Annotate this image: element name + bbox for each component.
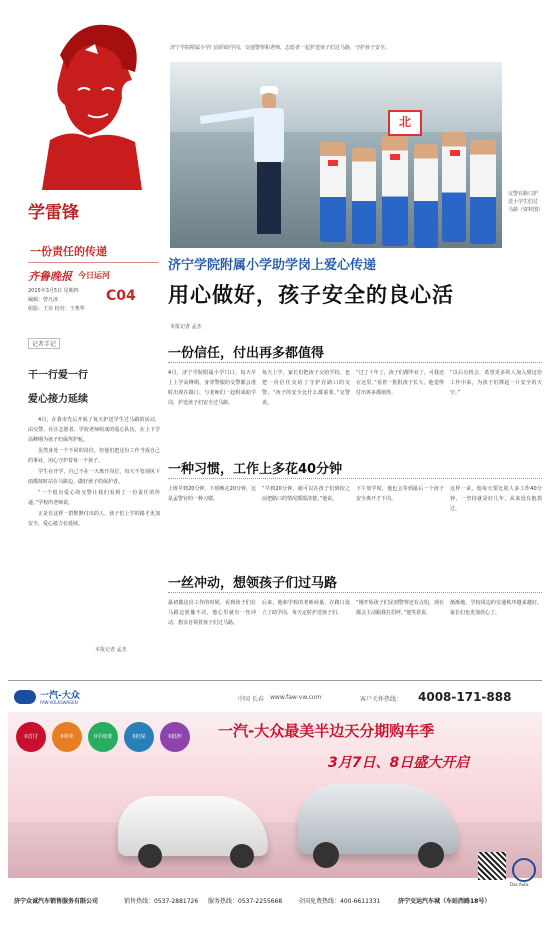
photo-caption-top: 济宁学院附属小学门前的助学岗，交通警察和老师、志愿者一起护送孩子们过马路，守护孩子安全。 <box>170 45 391 51</box>
notes-paragraph: 虽然身处一个不同的岗位，但他们把这份工作当成自己的事业，用心守护着每一个孩子。 <box>28 448 160 464</box>
headline-main: 用心做好，孩子安全的良心活 <box>168 283 454 307</box>
section-heading: 一丝冲动，想领孩子们过马路 <box>168 576 338 591</box>
ad-slogan: 一汽-大众最美半边天分期购车季 <box>218 722 435 740</box>
badge-list <box>16 722 196 762</box>
ad-dates: 3月7日、8日盛大开启 <box>328 755 470 771</box>
badge-label: 0担保 <box>132 734 146 740</box>
badge-label: 0手续费 <box>93 734 113 740</box>
section-column: 这样一来，他每天要比别人多工作40分钟，一坚持就是好几年，从来没有抱怨过。 <box>450 486 542 512</box>
main-photo <box>170 62 502 248</box>
badge-label: 0抵押 <box>168 734 182 740</box>
badge-item <box>88 722 118 752</box>
photo-caption-side: 交警在路口护送小学生们过马路（资料图） <box>508 191 544 213</box>
footer-national: 全国免费热线：400-6611331 <box>298 898 381 905</box>
headline-byline: 本报记者 孟杰 <box>170 324 202 330</box>
notes-byline: 本报记者 孟杰 <box>95 647 127 653</box>
page-number: C04 <box>106 288 136 304</box>
badge-item <box>124 722 154 752</box>
notes-title-1: 干一行爱一行 <box>28 370 88 381</box>
section-column: 上班早到20分钟，下班晚走20分钟，这是孟警官的一种习惯。 <box>168 486 256 502</box>
ad-banner <box>8 712 542 878</box>
footer-sales: 销售热线：0537-2881726 <box>124 898 199 905</box>
qr-code-icon <box>478 852 506 880</box>
notes-body <box>28 415 160 640</box>
section-column: “早到20分钟，就可以在孩子们到校之前把路口的情况都摸清楚。”他说。 <box>262 486 350 502</box>
section-divider <box>168 592 542 593</box>
footer-company: 济宁众诚汽车销售服务有限公司 <box>14 898 99 905</box>
faw-logo-icon <box>14 690 36 704</box>
section-column: 每天上学，家长们把孩子交给学校，也把一份信任交给了守护在路口的交警。“孩子的安全比什么都重要。”交警说。 <box>262 370 350 406</box>
school-sign <box>388 110 422 136</box>
ad-footer <box>8 882 542 920</box>
section-column: “以后有机会，希望更多的人加入到这份工作中来，为孩子们撑起一片安全的天空。” <box>450 370 542 396</box>
section-column: 4月，济宁学院附属小学门口，每天早上上学高峰期，身穿警服的交警都会准时出现在路口，与老师们一起组成助学岗，护送孩子们安全过马路。 <box>168 370 256 406</box>
section-column: “刚开始孩子们见到警察还有点怕，现在都会主动跟我打招呼。”他笑着说。 <box>356 600 444 616</box>
ad-block <box>8 684 542 920</box>
ad-web: www.faw-vw.com <box>270 694 322 701</box>
ad-web-label: 中国 长春 <box>238 696 264 703</box>
notes-paragraph: “一个很有爱心的交警让我们看到了一份责任的传递。”学校的老师说。 <box>28 490 160 506</box>
column-logo <box>10 10 160 190</box>
section-divider <box>168 362 542 363</box>
footer-service: 服务热线：0537-2255668 <box>208 898 283 905</box>
vw-label: Das Auto. <box>510 882 530 887</box>
ad-brand-en: FAW-VOLKSWAGEN <box>40 700 78 705</box>
masthead-design: 组版：王菲 校对：王秀华 <box>28 306 85 312</box>
footer-address: 济宁交运汽车城（车站西路18号） <box>398 898 491 905</box>
column-title: 学雷锋 <box>28 203 79 223</box>
section-heading: 一份信任，付出再多都值得 <box>168 346 325 361</box>
section-column: 渐渐地，学校周边的交通秩序越来越好，家长们也更加放心了。 <box>450 600 542 616</box>
headline-kicker: 济宁学院附属小学助学岗上爱心传递 <box>168 258 377 273</box>
notes-paragraph: 学生在开学，自己不在一天离开岗位，每天不管刮风下雨都按时站在马路边，做好孩子的保护者。 <box>28 469 160 485</box>
vw-logo-icon <box>512 858 536 882</box>
section-heading: 一种习惯，工作上多花40分钟 <box>168 462 343 477</box>
masthead-logo: 齐鲁晚报 <box>28 270 72 283</box>
ad-border-top <box>8 680 542 681</box>
badge-label: 0首付 <box>24 734 38 740</box>
ad-hotline: 4008-171-888 <box>418 690 512 704</box>
masthead-date: 2015年3月5日 星期四 <box>28 288 79 294</box>
badge-item <box>16 722 46 752</box>
notes-paragraph: 4月，在我市先后开展了每天护送学生过马路的活动，由交警、社区志愿者、学校老师组成的爱心队伍，在上下学高峰期为孩子们保驾护航。 <box>28 417 160 443</box>
badge-item <box>52 722 82 752</box>
section-column: 下午放学时，他也会等到最后一个孩子安全离开才下岗。 <box>356 486 444 502</box>
column-rule <box>28 262 158 263</box>
section-divider <box>168 478 542 479</box>
section-column: “过了十年了，孩子们都毕业了，可我还在这里。”看着一批批孩子长大，他觉得付出再多都值得。 <box>356 370 444 396</box>
section-column: 后来，他和学校的老师商量，在路口设立了助学岗，每天定时护送孩子们。 <box>262 600 350 616</box>
badge-item <box>160 722 190 752</box>
notes-paragraph: 正是有这样一群默默付出的人，孩子们上学的路才更加安全，爱心接力在延续。 <box>28 511 160 527</box>
notes-label: 记者手记 <box>28 338 60 349</box>
badge-label: 0利率 <box>60 734 74 740</box>
ad-hotline-label: 客户关怀热线： <box>360 696 403 703</box>
notes-title-2: 爱心接力延续 <box>28 394 88 405</box>
masthead-section: 今日运河 <box>78 271 110 280</box>
school-sign-text: 北 <box>398 115 411 129</box>
lei-feng-portrait-icon <box>10 10 160 190</box>
section-column: 最初做这份工作的时候，看到孩子们在马路边犹豫不决，他心里就有一丝冲动，想亲自领着孩子们过马路。 <box>168 600 256 626</box>
ad-brand: 一汽-大众 <box>40 691 80 701</box>
column-subtitle: 一份责任的传递 <box>30 245 107 258</box>
masthead-editors: 编辑：曾凡冰 <box>28 297 59 303</box>
